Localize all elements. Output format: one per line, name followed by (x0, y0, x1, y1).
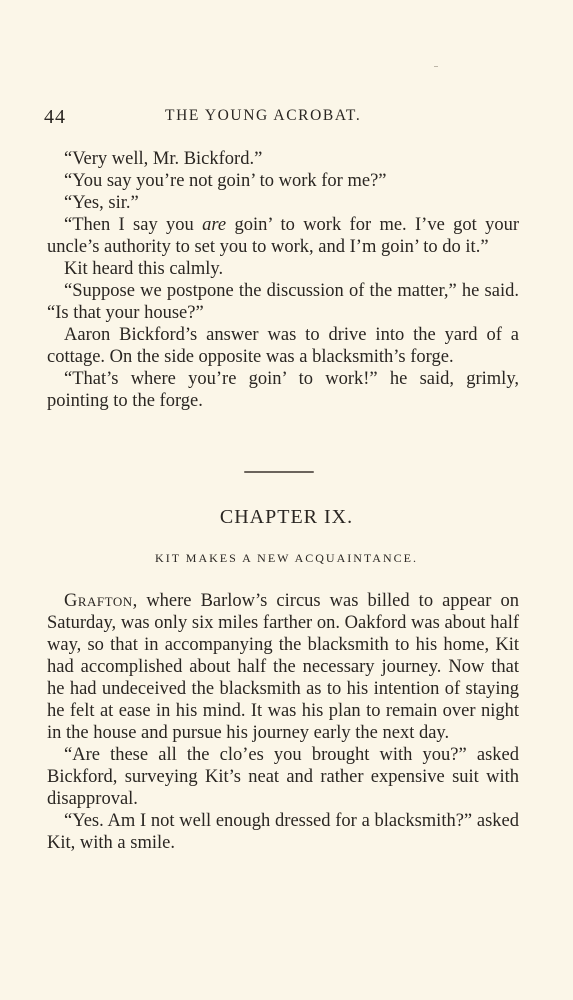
paper-speck (434, 66, 438, 67)
page-number: 44 (44, 106, 66, 128)
section-divider (244, 471, 314, 473)
text-run: , where Barlow’s circus was billed to appear on Saturday, was only six miles farther on. Oakford was about half way, so that in accompanying the blacksmith to his home, Kit had accomplished about half the necessary journey. Now that he had undeceived the blacksmith as to his intention of staying he felt at ease in his mind. It was his plan to remain over night in the house and pursue his journey early the next day. (47, 591, 519, 743)
paragraph: “Yes. Am I not well enough dressed for a blacksmith?” asked Kit, with a smile. (47, 811, 519, 853)
chapter-heading: CHAPTER IX. (219, 506, 354, 528)
text-run: goin’ to work for me. I’ve got your uncle’s authority to set you to work, and I’m goin’ to do it.” (47, 215, 520, 257)
paragraph: “Suppose we postpone the discussion of the matter,” he said. “Is that your house?” (47, 281, 519, 323)
paragraph (47, 214, 519, 258)
paragraph: “Yes, sir.” (64, 193, 139, 213)
text-run: “Then I say you (64, 215, 203, 235)
section-dialogue (47, 148, 519, 412)
paragraph: “Are these all the clo’es you brought with you?” asked Bickford, surveying Kit’s neat and rather expensive suit with disapproval. (47, 745, 519, 809)
section-narrative (47, 590, 519, 854)
paragraph: Aaron Bickford’s answer was to drive into the yard of a cottage. On the side opposite was a blacksmith’s forge. (47, 325, 519, 367)
paragraph: “That’s where you’re goin’ to work!” he said, grimly, pointing to the forge. (47, 369, 519, 411)
running-title: THE YOUNG ACROBAT. (165, 107, 362, 124)
emphasis-text: are (202, 215, 227, 235)
drop-word: Grafton (64, 591, 133, 611)
paragraph (47, 590, 519, 744)
chapter-subtitle: KIT MAKES A NEW ACQUAINTANCE. (155, 551, 418, 565)
paragraph: “Very well, Mr. Bickford.” (64, 149, 263, 169)
paragraph: Kit heard this calmly. (64, 259, 224, 279)
paragraph: “You say you’re not goin’ to work for me?” (64, 171, 387, 191)
